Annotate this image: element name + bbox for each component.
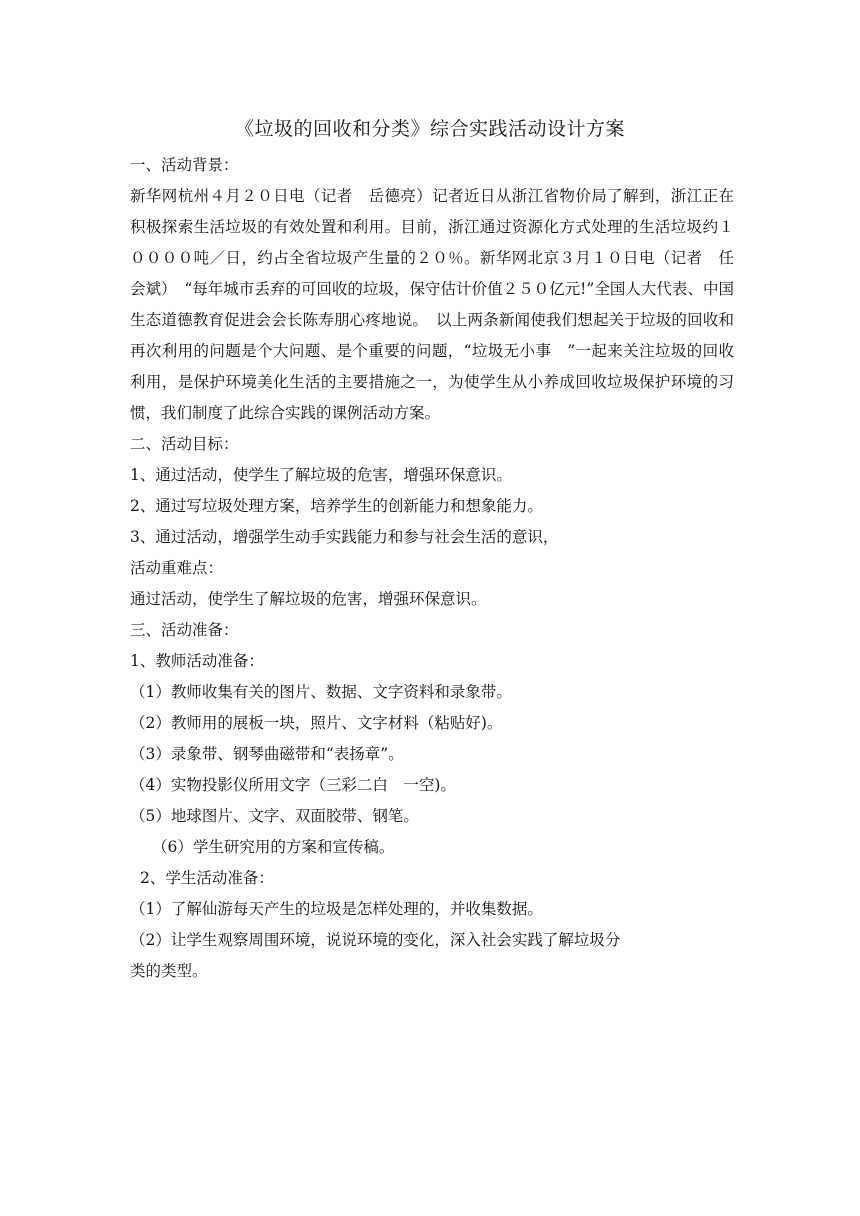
- background-paragraph: 新华网杭州４月２０日电（记者 岳德亮）记者近日从浙江省物价局了解到，浙江正在积极探索生活垃圾的有效处置和利用。目前，浙江通过资源化方式处理的生活垃圾约１００００吨／日，约占全省垃圾产生量的２０％。新华网北京３月１０日电（记者 任会斌） “每年城市丢弃的可回收的垃圾，保守估计价值２５０亿元!”全国人大代表、中国生态道德教育促进会会长陈寿朋心疼地说。 以上两条新闻使我们想起关于垃圾的回收和再次利用的问题是个大问题、是个重要的问题，“垃圾无小事 ”一起来关注垃圾的回收利用，是保护环境美化生活的主要措施之一，为使学生从小养成回收垃圾保护环境的习惯，我们制度了此综合实践的课例活动方案。: [130, 187, 734, 422]
- teacher-prep-item-5: （5）地球图片、文字、双面胶带、钢笔。: [130, 807, 419, 825]
- teacher-prep-item-3: （3）录象带、钢琴曲磁带和“表扬章”。: [130, 745, 404, 763]
- teacher-prep-item-6: （6）学生研究用的方案和宣传稿。: [152, 838, 395, 856]
- goal-item-2: 2、通过写垃圾处理方案，培养学生的创新能力和想象能力。: [130, 497, 543, 515]
- student-preparation-heading: 2、学生活动准备：: [140, 869, 274, 887]
- teacher-prep-item-2: （2）教师用的展板一块，照片、文字材料（粘贴好)。: [130, 714, 503, 732]
- key-points-text: 通过活动，使学生了解垃圾的危害，增强环保意识。: [130, 590, 487, 608]
- key-points-label: 活动重难点：: [130, 559, 224, 577]
- section-heading-goals: 二、活动目标：: [130, 435, 239, 453]
- goal-item-1: 1、通过活动，使学生了解垃圾的危害，增强环保意识。: [130, 466, 512, 484]
- teacher-prep-item-4: （4）实物投影仪所用文字（三彩二白 一空)。: [130, 776, 456, 794]
- section-heading-background: 一、活动背景：: [130, 156, 239, 174]
- student-prep-item-2-line-1: （2）让学生观察周围环境，说说环境的变化，深入社会实践了解垃圾分: [130, 931, 621, 949]
- document-title: 《垃圾的回收和分类》综合实践活动设计方案: [234, 118, 625, 140]
- goal-item-3: 3、通过活动，增强学生动手实践能力和参与社会生活的意识，: [130, 528, 559, 546]
- student-prep-item-1: （1）了解仙游每天产生的垃圾是怎样处理的，并收集数据。: [130, 900, 543, 918]
- student-prep-item-2-line-2: 类的类型。: [130, 962, 208, 980]
- document-body: [130, 150, 734, 987]
- teacher-prep-item-1: （1）教师收集有关的图片、数据、文字资料和录象带。: [130, 683, 512, 701]
- section-heading-preparation: 三、活动准备：: [130, 621, 239, 639]
- teacher-preparation-heading: 1、教师活动准备：: [130, 652, 264, 670]
